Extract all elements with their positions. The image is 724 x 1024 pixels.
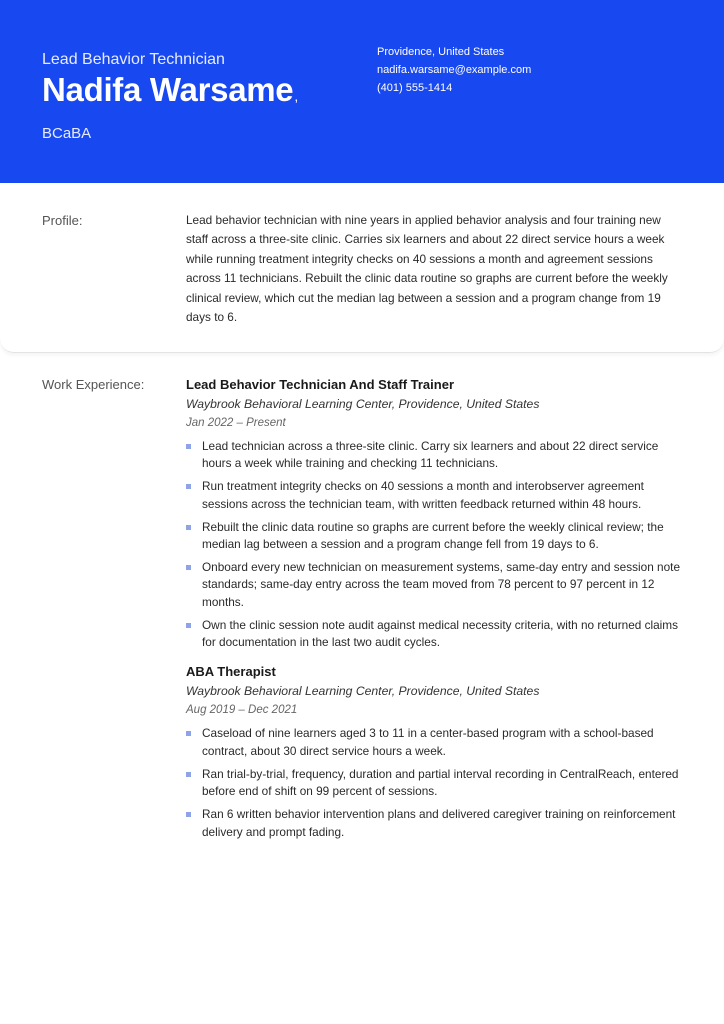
candidate-credential: BCaBA: [42, 125, 92, 142]
job-list: [186, 376, 686, 853]
bullet-square-icon: [186, 484, 191, 489]
job-bullet-text: Ran 6 written behavior intervention plans and delivered caregiver training on reinforcement delivery and prompt fading.: [202, 807, 676, 839]
job-company: Waybrook Behavioral Learning Center, Providence, United States: [186, 684, 540, 699]
job-bullet-text: Rebuilt the clinic data routine so graphs are current before the weekly clinical review; the median lag between a session and a program change fell from 19 days to 6.: [202, 519, 664, 552]
bullet-square-icon: [186, 444, 191, 449]
job-bullet-text: Lead technician across a three-site clinic. Carry six learners and about 22 direct service hours a week while training and checking 11 technicians.: [202, 439, 659, 471]
job-bullet: [186, 617, 686, 652]
job-bullet: [186, 519, 686, 554]
job-bullets: [186, 438, 686, 651]
header-job-title: Lead Behavior Technician: [42, 51, 225, 68]
job-bullet-text: Ran trial-by-trial, frequency, duration and partial interval recording in CentralReach, entered before end of shift on 99 percent of sessions.: [202, 766, 679, 799]
job-bullet: [186, 438, 686, 473]
job-bullet: [186, 559, 686, 611]
bullet-square-icon: [186, 731, 191, 736]
job-bullet: [186, 766, 686, 801]
candidate-name-suffix: ,: [294, 88, 298, 104]
job-role: Lead Behavior Technician And Staff Trainer: [186, 377, 455, 392]
job-bullet-text: Caseload of nine learners aged 3 to 11 in a center-based program with a school-based contract, about 30 direct service hours a week.: [202, 726, 654, 758]
profile-section: [0, 183, 724, 353]
job-dates: Aug 2019 – Dec 2021: [186, 704, 298, 717]
bullet-square-icon: [186, 772, 191, 777]
profile-label: Profile:: [42, 213, 83, 228]
job-entry: [186, 663, 686, 840]
resume-header: [0, 0, 724, 183]
contact-block: [377, 43, 531, 97]
job-entry: [186, 376, 686, 651]
job-bullet: [186, 725, 686, 760]
job-bullets: [186, 725, 686, 840]
contact-phone[interactable]: (401) 555-1414: [377, 82, 453, 94]
experience-label: Work Experience:: [42, 377, 145, 392]
job-bullet: [186, 806, 686, 841]
contact-email[interactable]: nadifa.warsame@example.com: [377, 64, 532, 76]
bullet-square-icon: [186, 565, 191, 570]
job-company: Waybrook Behavioral Learning Center, Providence, United States: [186, 397, 540, 411]
job-dates: Jan 2022 – Present: [186, 417, 286, 429]
job-bullet: [186, 478, 686, 513]
job-role: ABA Therapist: [186, 664, 276, 680]
job-bullet-text: Own the clinic session note audit against medical necessity criteria, with no returned claims for documentation in the last two audit cycles.: [202, 617, 679, 650]
job-bullet-text: Onboard every new technician on measurement systems, same-day entry and session note standards; same-day entry across the team moved from 78 percent to 97 percent in 12 months.: [202, 559, 681, 609]
job-bullet-text: Run treatment integrity checks on 40 sessions a month and interobserver agreement sessions across the technician team, with written feedback returned within 48 hours.: [202, 479, 644, 511]
bullet-square-icon: [186, 623, 191, 628]
contact-location: Providence, United States: [377, 46, 505, 58]
profile-text: Lead behavior technician with nine years in applied behavior analysis and four training new staff across a three-site clinic. Carries six learners and about 22 direct service hours a week while running treatment integrity checks on 40 sessions a month and agreement sessions across 11 technicians. Rebuilt the clinic data routine so graphs are current before the weekly clinical review, which cut the median lag between a session and a program change from 19 days to 6.: [186, 213, 668, 325]
bullet-square-icon: [186, 812, 191, 817]
bullet-square-icon: [186, 525, 191, 530]
experience-section: [0, 354, 724, 914]
candidate-name: [42, 71, 298, 115]
candidate-name-text: Nadifa Warsame: [42, 71, 294, 108]
